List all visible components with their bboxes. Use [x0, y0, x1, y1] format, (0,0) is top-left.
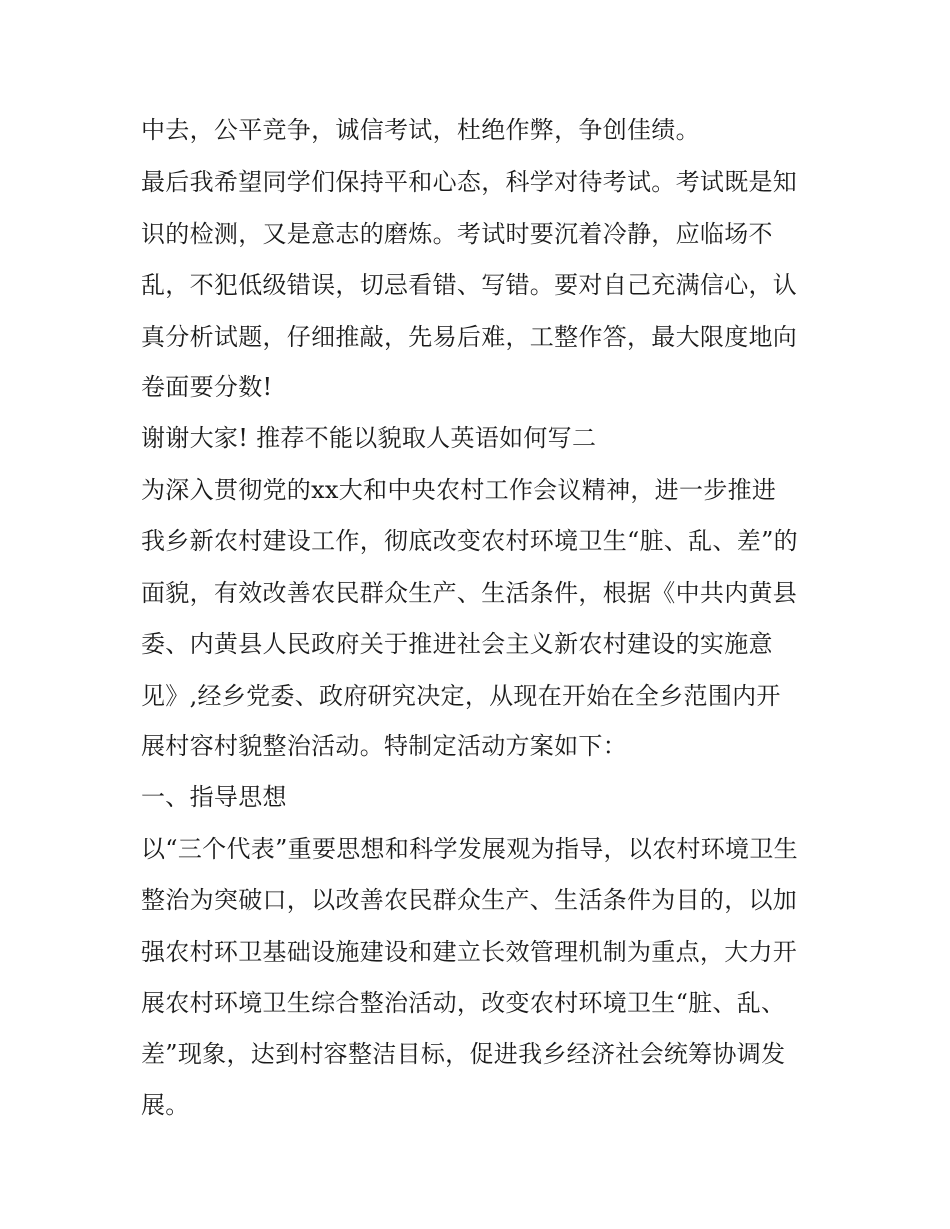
text-line: 以“三个代表”重要思想和科学发展观为指导，以农村环境卫生: [141, 835, 798, 863]
text-line: 识的检测，又是意志的磨炼。考试时要沉着冷静，应临场不: [141, 220, 773, 248]
heading-line: 谢谢大家! 推荐不能以貌取人英语如何写二: [141, 424, 597, 452]
text-line: 整治为突破口，以改善农民群众生产、生活条件为目的，以加: [141, 886, 798, 914]
text-line: 委、内黄县人民政府关于推进社会主义新农村建设的实施意: [141, 630, 773, 658]
text-line: 展农村环境卫生综合整治活动，改变农村环境卫生“脏、乱、: [141, 989, 786, 1017]
text-line: 为深入贯彻党的xx大和中央农村工作会议精神，进一步推进: [141, 476, 777, 504]
text-line: 差”现象，达到村容整洁目标，促进我乡经济社会统筹协调发: [141, 1040, 786, 1068]
text-line: 我乡新农村建设工作，彻底改变农村环境卫生“脏、乱、差”的: [141, 527, 798, 555]
text-line: 卷面要分数!: [141, 373, 273, 401]
text-line: 面貌，有效改善农民群众生产、生活条件，根据《中共内黄县: [141, 579, 798, 607]
text-line: 中去，公平竞争，诚信考试，杜绝作弊，争创佳绩。: [141, 116, 700, 144]
text-line: 最后我希望同学们保持平和心态，科学对待考试。考试既是知: [141, 168, 798, 196]
text-line: 乱，不犯低级错误，切忌看错、写错。要对自己充满信心，认: [141, 271, 798, 299]
text-line: 展村容村貌整治活动。特制定活动方案如下：: [141, 732, 627, 760]
text-line: 见》,经乡党委、政府研究决定，从现在开始在全乡范围内开: [141, 682, 781, 710]
text-line: 真分析试题，仔细推敲，先易后难，工整作答，最大限度地向: [141, 323, 798, 351]
text-line: 强农村环卫基础设施建设和建立长效管理机制为重点，大力开: [141, 938, 798, 966]
text-line: 展。: [141, 1091, 190, 1119]
section-heading: 一、指导思想: [141, 783, 287, 811]
